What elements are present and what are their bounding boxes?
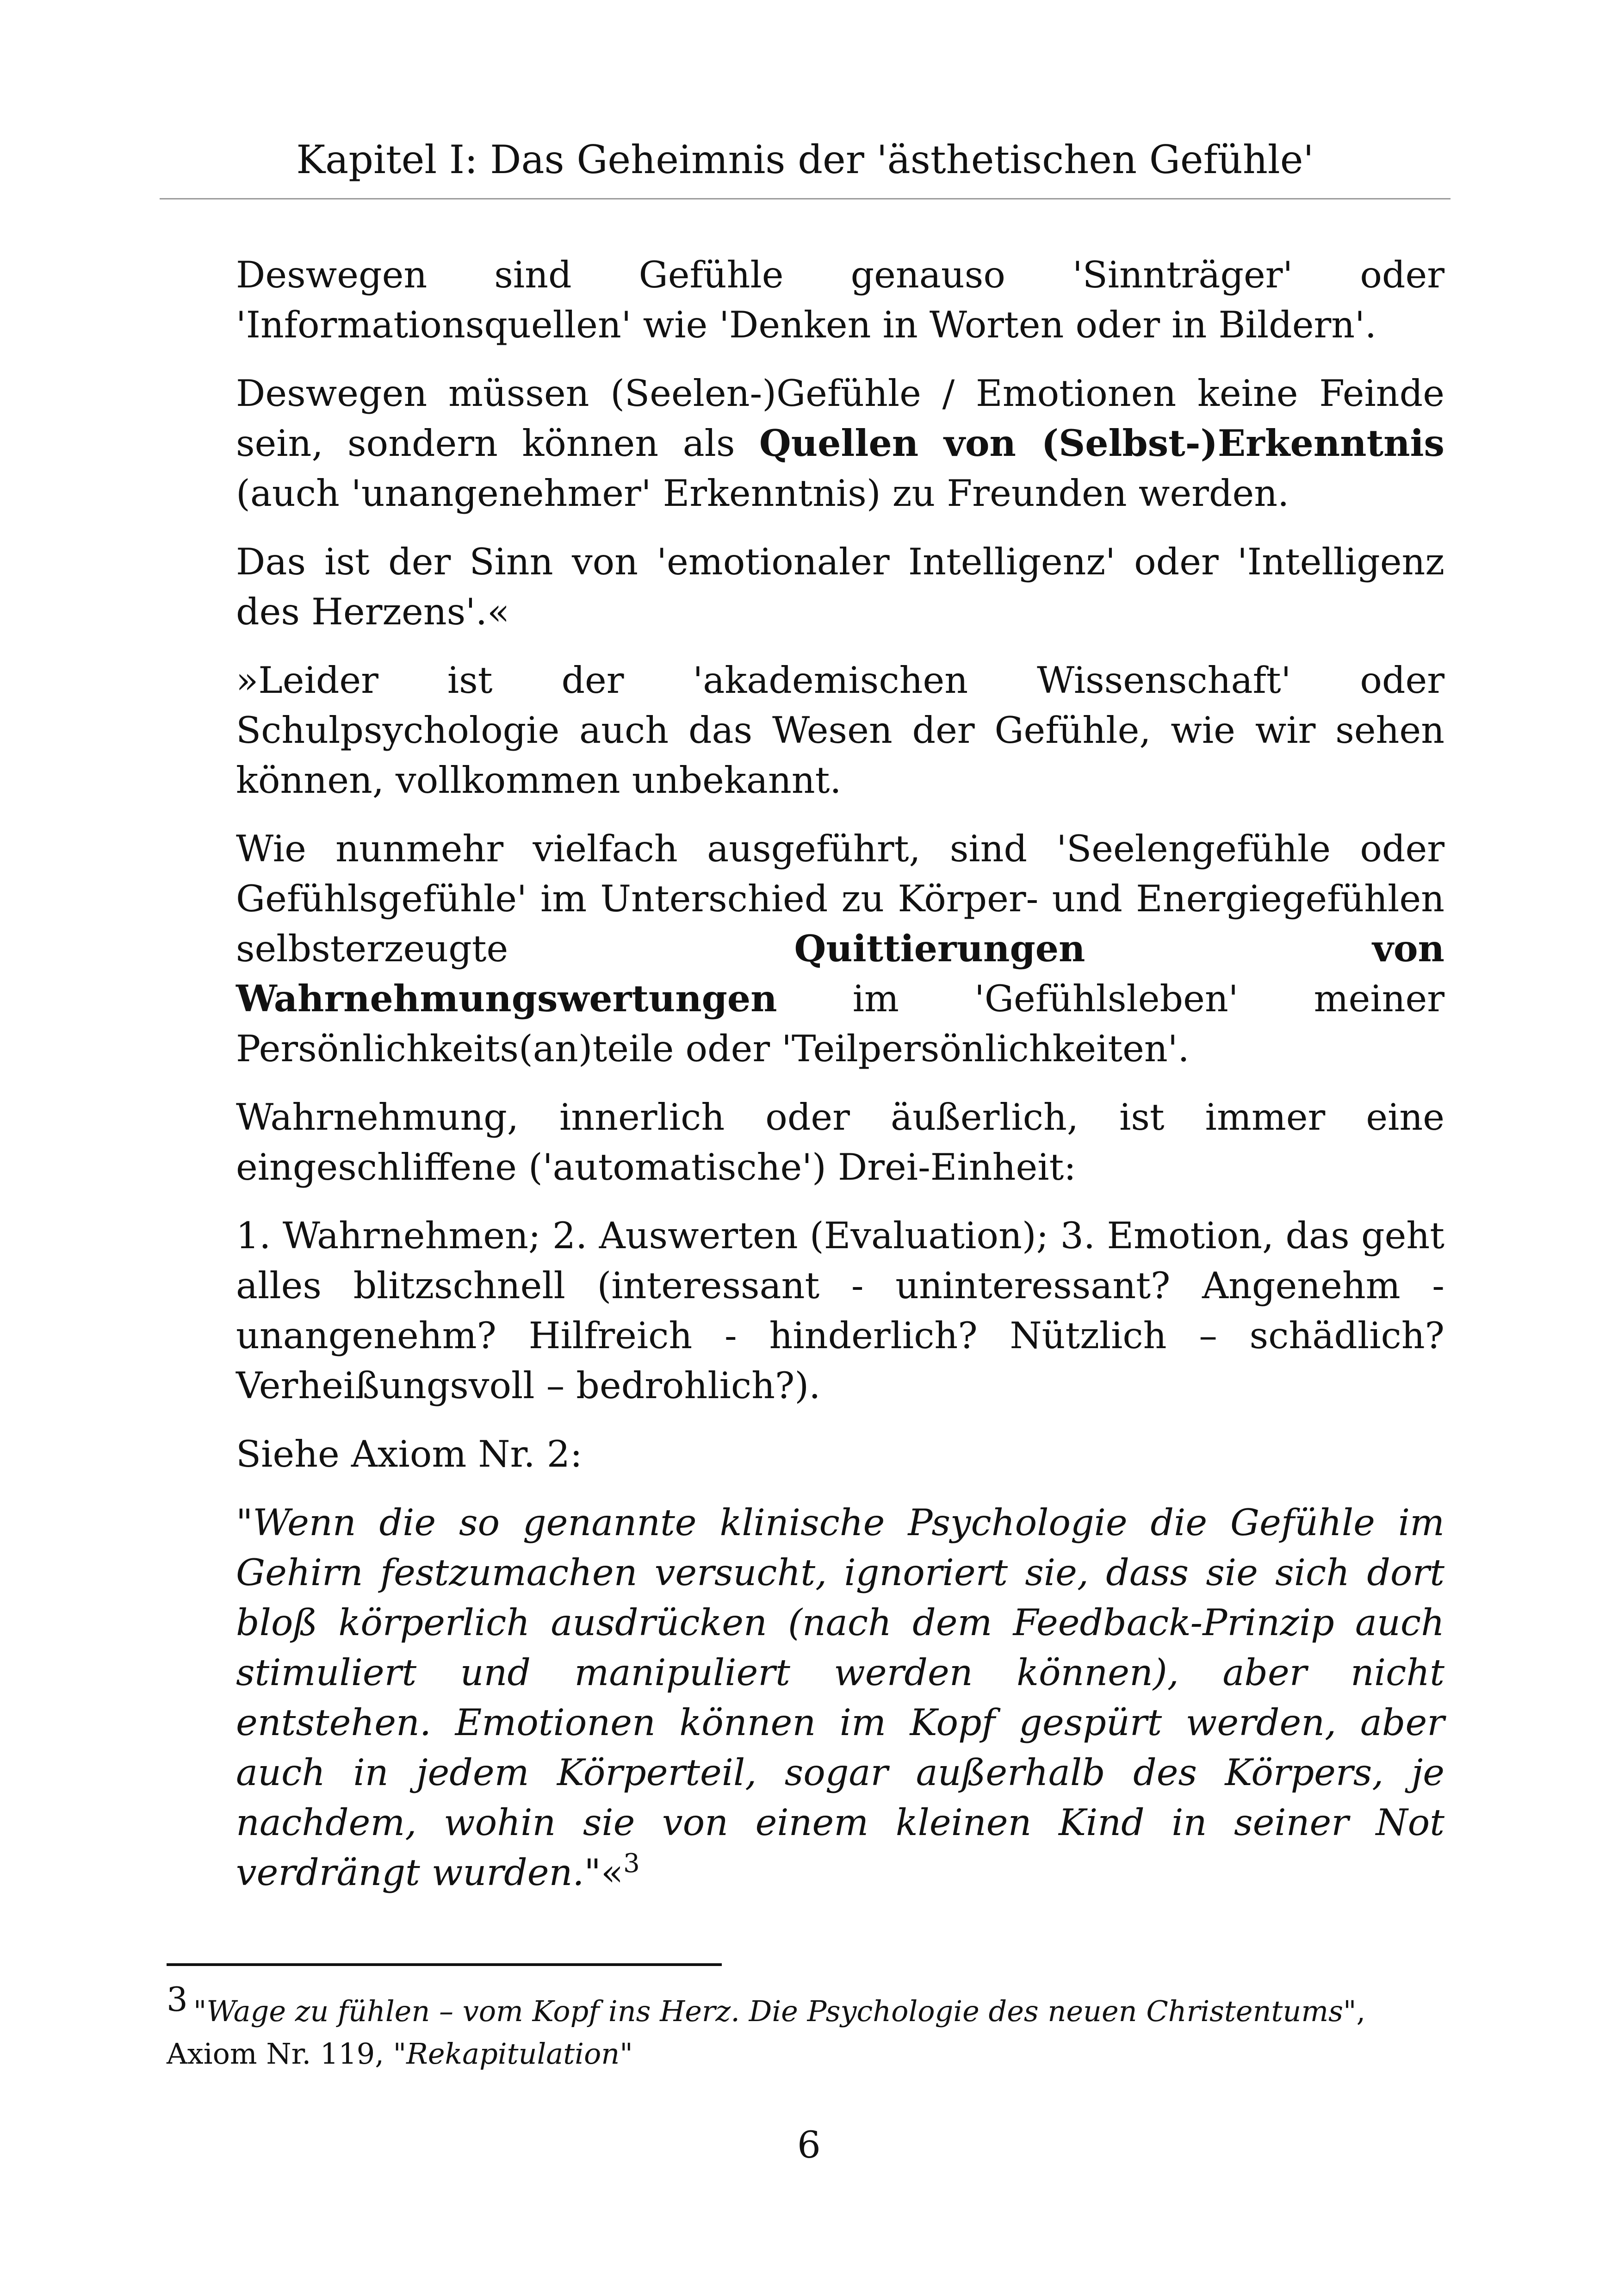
page-number: 6 (797, 2123, 821, 2166)
footnote-separator: , (1356, 1994, 1366, 2028)
paragraph-6: Wahrnehmung, innerlich oder äußerlich, ist immer eine eingeschliffene ('automatische') Drei-Einheit: (236, 1096, 1444, 1188)
paragraph-4: »Leider ist der 'akademischen Wissenschaft' oder Schulpsychologie auch das Wesen der Gefühle, wie wir sehen können, vollkommen unbekannt. (236, 659, 1444, 802)
footnote (167, 1980, 1453, 2075)
footnote-reference[interactable]: 3 (623, 1848, 640, 1879)
footnote-axiom: Axiom Nr. 119, (167, 2037, 393, 2071)
header-rule (160, 198, 1451, 199)
paragraph-2-text-a: Deswegen müssen (Seelen-)Gefühle / Emotionen keine Feinde sein, sondern können als (236, 372, 1444, 465)
running-header: Kapitel I: Das Geheimnis der 'ästhetischen Gefühle' (296, 137, 1314, 182)
body-text (236, 250, 1444, 1916)
footnote-book-title: "Wage zu fühlen – vom Kopf ins Herz. Die Psychologie des neuen Christentums" (193, 1994, 1357, 2028)
paragraph-9-quote (236, 1498, 1444, 1898)
quote-close-mark: « (601, 1851, 624, 1894)
paragraph-2 (236, 368, 1444, 518)
footnote-number: 3 (167, 1980, 188, 2019)
footnote-rule (167, 1963, 722, 1966)
paragraph-5-text-b: im 'Gefühlsleben' meiner Persönlichkeits(an)teile oder 'Teilpersönlichkeiten'. (236, 977, 1444, 1070)
axiom-quote: "Wenn die so genannte klinische Psychologie die Gefühle im Gehirn festzumachen versucht, ignoriert sie, dass sie sich dort bloß körperlich ausdrücken (nach dem Feedback-Prinzip auch stimuliert und manipuliert werden können), aber nicht entstehen. Emotionen können im Kopf gespürt werden, aber auch in jedem Körperteil, sogar außerhalb des Körpers, je nachdem, wohin sie von einem kleinen Kind in seiner Not verdrängt wurden." (236, 1501, 1444, 1894)
paragraph-5 (236, 824, 1444, 1074)
paragraph-7: 1. Wahrnehmen; 2. Auswerten (Evaluation); 3. Emotion, das geht alles blitzschnell (interessant - uninteressant? Angenehm - unangenehm? Hilfreich - hinderlich? Nützlich – schädlich? Verheißungsvoll – bedrohlich?). (236, 1214, 1444, 1407)
paragraph-5-text-a: Wie nunmehr vielfach ausgeführt, sind 'Seelengefühle oder Gefühlsgefühle' im Unterschied zu Körper- und Energiegefühlen selbsterzeugte (236, 828, 1444, 970)
paragraph-8: Siehe Axiom Nr. 2: (236, 1433, 583, 1475)
paragraph-2-bold: Quellen von (Selbst-)Erkenntnis (759, 422, 1444, 465)
footnote-subtitle: "Rekapitulation" (393, 2037, 633, 2071)
paragraph-1: Deswegen sind Gefühle genauso 'Sinnträger' oder 'Informationsquellen' wie 'Denken in Worten oder in Bildern'. (236, 254, 1444, 346)
paragraph-3: Das ist der Sinn von 'emotionaler Intelligenz' oder 'Intelligenz des Herzens'.« (236, 541, 1444, 633)
paragraph-2-text-b: (auch 'unangenehmer' Erkenntnis) zu Freunden werden. (236, 472, 1289, 515)
paragraph-5-bold: Quittierungen von Wahrnehmungswertungen (236, 927, 1444, 1020)
